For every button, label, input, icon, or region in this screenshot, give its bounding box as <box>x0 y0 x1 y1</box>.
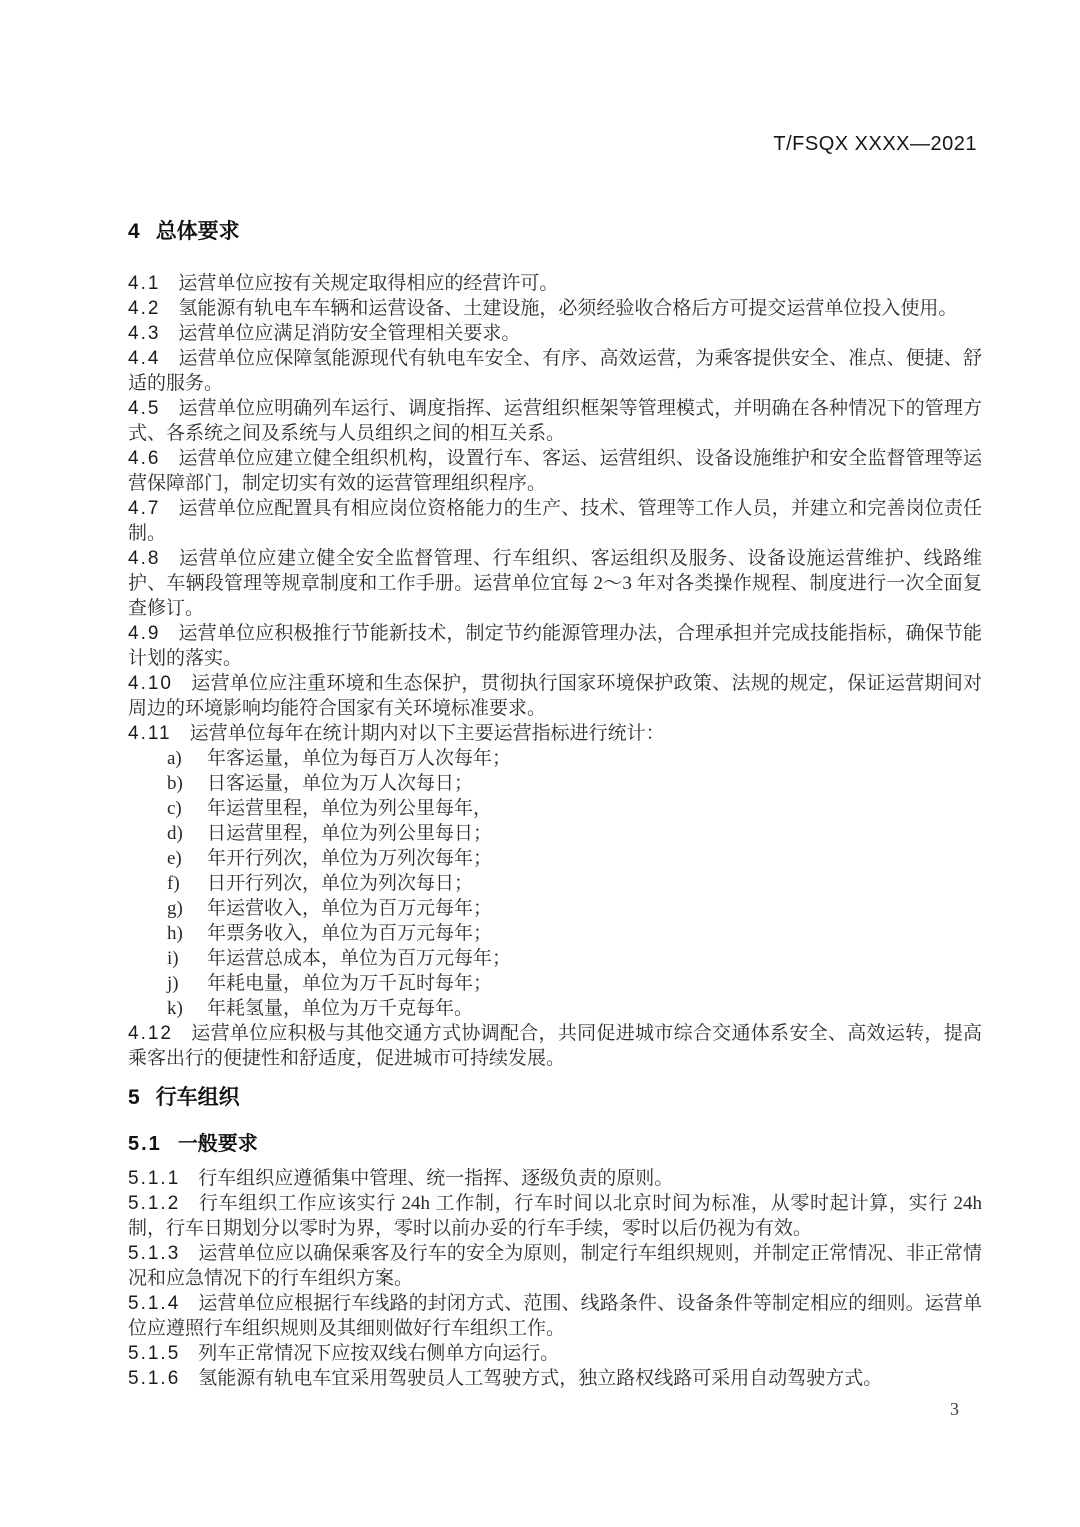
list-item-text: 年运营收入，单位为百万元每年； <box>207 898 493 919</box>
clause-number: 4.2 <box>128 298 161 319</box>
clause-number: 4.10 <box>128 673 173 694</box>
list-item-text: 日客运量，单位为万人次每日； <box>207 773 474 794</box>
subsection-5-1-title: 一般要求 <box>177 1133 258 1155</box>
list-item-label: a) <box>167 748 182 769</box>
clause-4-8 <box>128 546 982 621</box>
page-number: 3 <box>950 1399 959 1419</box>
clause-number: 4.3 <box>128 323 161 344</box>
clause-text: 运营单位应积极与其他交通方式协调配合，共同促进城市综合交通体系安全、高效运转，提高乘客出行的便捷性和舒适度，促进城市可持续发展。 <box>128 1023 982 1069</box>
list-item-label: f) <box>167 873 180 894</box>
clause-text: 氢能源有轨电车车辆和运营设备、土建设施，必须经验收合格后方可提交运营单位投入使用。 <box>178 298 958 319</box>
list-item-label: k) <box>167 998 183 1019</box>
clause-text: 氢能源有轨电车宜采用驾驶员人工驾驶方式，独立路权线路可采用自动驾驶方式。 <box>198 1368 883 1389</box>
section-5-title: 行车组织 <box>155 1086 240 1109</box>
clause-4-7 <box>128 496 982 546</box>
clause-text: 行车组织应遵循集中管理、统一指挥、逐级负责的原则。 <box>198 1168 674 1189</box>
clause-5-1-3 <box>128 1241 982 1291</box>
list-item-text: 日运营里程，单位为列公里每日； <box>207 823 493 844</box>
clause-5-1-5 <box>128 1341 982 1366</box>
subsection-5-1-number: 5.1 <box>128 1133 162 1155</box>
list-item-text: 年运营总成本，单位为百万元每年； <box>207 948 512 969</box>
clause-number: 4.1 <box>128 273 161 294</box>
list-item-label: j) <box>167 973 179 994</box>
clause-number: 4.6 <box>128 448 161 469</box>
list-item-e <box>167 846 982 871</box>
list-item-a <box>167 746 982 771</box>
section-5-number: 5 <box>128 1086 141 1109</box>
list-item-label: c) <box>167 798 182 819</box>
list-item-label: i) <box>167 948 179 969</box>
clause-text: 运营单位应根据行车线路的封闭方式、范围、线路条件、设备条件等制定相应的细则。运营单位应遵照行车组织规则及其细则做好行车组织工作。 <box>128 1293 982 1339</box>
clause-5-1-6 <box>128 1366 982 1391</box>
clause-text: 运营单位应建立健全安全监督管理、行车组织、客运组织及服务、设备设施运营维护、线路维护、车辆段管理等规章制度和工作手册。运营单位宜每 2～3 年对各类操作规程、制度进行一次全面复查修订。 <box>128 548 982 619</box>
clause-text: 运营单位应保障氢能源现代有轨电车安全、有序、高效运营，为乘客提供安全、准点、便捷、舒适的服务。 <box>128 348 982 394</box>
clause-4-9 <box>128 621 982 671</box>
list-item-text: 年耗电量，单位为万千瓦时每年； <box>207 973 493 994</box>
list-item-text: 日开行列次，单位为列次每日； <box>207 873 474 894</box>
clause-text: 运营单位应注重环境和生态保护，贯彻执行国家环境保护政策、法规的规定，保证运营期间对周边的环境影响均能符合国家有关环境标准要求。 <box>128 673 982 719</box>
clause-number: 5.1.4 <box>128 1293 181 1314</box>
clause-number: 4.4 <box>128 348 161 369</box>
clause-text: 列车正常情况下应按双线右侧单方向运行。 <box>198 1343 560 1364</box>
clause-4-5 <box>128 396 982 446</box>
clause-number: 4.8 <box>128 548 161 569</box>
list-item-text: 年耗氢量，单位为万千克每年。 <box>207 998 474 1019</box>
clause-5-1-1 <box>128 1166 982 1191</box>
list-item-g <box>167 896 982 921</box>
clause-text: 运营单位应按有关规定取得相应的经营许可。 <box>178 273 559 294</box>
clause-number: 5.1.2 <box>128 1193 181 1214</box>
clause-text: 运营单位应以确保乘客及行车的安全为原则，制定行车组织规则，并制定正常情况、非正常情况和应急情况下的行车组织方案。 <box>128 1243 982 1289</box>
clause-5-1-2 <box>128 1191 982 1241</box>
operating-indicator-list <box>128 746 982 1021</box>
list-item-text: 年开行列次，单位为万列次每年； <box>207 848 493 869</box>
list-item-b <box>167 771 982 796</box>
clause-4-2 <box>128 296 982 321</box>
clause-text: 行车组织工作应该实行 24h 工作制，行车时间以北京时间为标准，从零时起计算，实行 24h 制，行车日期划分以零时为界，零时以前办妥的行车手续，零时以后仍视为有效。 <box>128 1193 982 1239</box>
clause-number: 5.1.6 <box>128 1368 181 1389</box>
clause-number: 4.11 <box>128 723 172 744</box>
list-item-f <box>167 871 982 896</box>
list-item-h <box>167 921 982 946</box>
list-item-text: 年客运量，单位为每百万人次每年； <box>207 748 512 769</box>
clause-text: 运营单位应积极推行节能新技术，制定节约能源管理办法，合理承担并完成技能指标，确保节能计划的落实。 <box>128 623 982 669</box>
clause-4-6 <box>128 446 982 496</box>
list-item-k <box>167 996 982 1021</box>
clause-number: 4.7 <box>128 498 161 519</box>
clause-4-11 <box>128 721 982 746</box>
list-item-label: h) <box>167 923 183 944</box>
clause-text: 运营单位每年在统计期内对以下主要运营指标进行统计： <box>189 723 665 744</box>
clause-number: 4.5 <box>128 398 161 419</box>
section-4-title: 总体要求 <box>155 220 240 243</box>
section-5-heading <box>128 1085 982 1110</box>
list-item-label: g) <box>167 898 183 919</box>
clause-text: 运营单位应配置具有相应岗位资格能力的生产、技术、管理等工作人员，并建立和完善岗位责任制。 <box>128 498 982 544</box>
list-item-d <box>167 821 982 846</box>
doc-code: T/FSQX XXXX—2021 <box>773 133 977 155</box>
subsection-5-1-heading <box>128 1132 982 1157</box>
clause-number: 4.12 <box>128 1023 173 1044</box>
clause-4-1 <box>128 271 982 296</box>
clause-number: 4.9 <box>128 623 161 644</box>
clause-4-3 <box>128 321 982 346</box>
clause-text: 运营单位应满足消防安全管理相关要求。 <box>178 323 521 344</box>
clause-number: 5.1.1 <box>128 1168 181 1189</box>
clause-4-4 <box>128 346 982 396</box>
list-item-label: b) <box>167 773 183 794</box>
section-4-heading <box>128 219 982 244</box>
list-item-i <box>167 946 982 971</box>
list-item-text: 年运营里程，单位为列公里每年， <box>207 798 493 819</box>
list-item-c <box>167 796 982 821</box>
clause-number: 5.1.3 <box>128 1243 181 1264</box>
clause-text: 运营单位应建立健全组织机构，设置行车、客运、运营组织、设备设施维护和安全监督管理等运营保障部门，制定切实有效的运营管理组织程序。 <box>128 448 982 494</box>
section-4-number: 4 <box>128 220 141 243</box>
clause-4-10 <box>128 671 982 721</box>
list-item-text: 年票务收入，单位为百万元每年； <box>207 923 493 944</box>
clause-5-1-4 <box>128 1291 982 1341</box>
clause-number: 5.1.5 <box>128 1343 181 1364</box>
clause-4-12 <box>128 1021 982 1071</box>
clause-text: 运营单位应明确列车运行、调度指挥、运营组织框架等管理模式，并明确在各种情况下的管理方式、各系统之间及系统与人员组织之间的相互关系。 <box>128 398 982 444</box>
list-item-label: e) <box>167 848 182 869</box>
list-item-label: d) <box>167 823 183 844</box>
list-item-j <box>167 971 982 996</box>
